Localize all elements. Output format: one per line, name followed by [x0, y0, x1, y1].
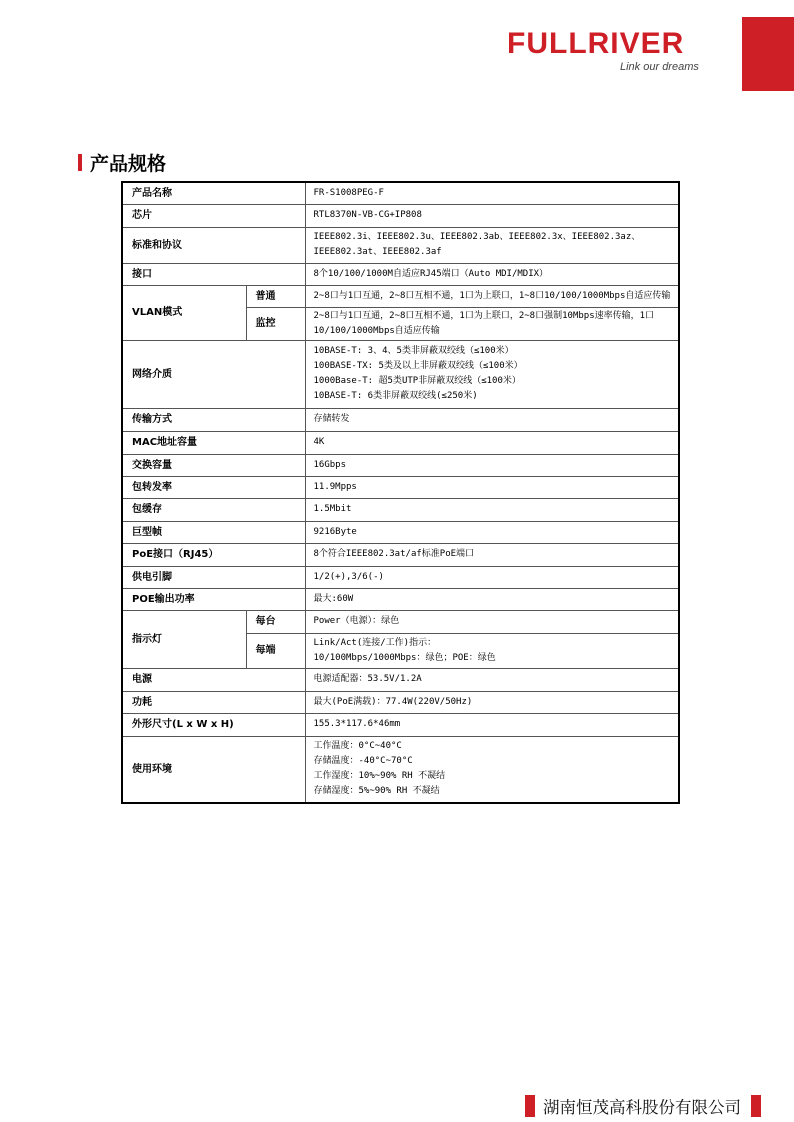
- indicator-line: Link/Act(连接/工作)指示：: [313, 637, 437, 648]
- row-value: 4K: [305, 431, 679, 454]
- row-label: 电源: [122, 668, 305, 691]
- table-row: [122, 543, 679, 566]
- table-row: [122, 736, 679, 803]
- table-row: [122, 668, 679, 691]
- sub-label: 每端: [246, 633, 305, 668]
- section-heading: [78, 151, 166, 173]
- row-label: 传输方式: [122, 408, 305, 431]
- row-value: FR-S1008PEG-F: [305, 182, 679, 204]
- media-line: 10BASE-T: 3、4、5类非屏蔽双绞线（≤100米）: [313, 346, 514, 356]
- env-line: 存储温度：-40°C~70°C: [313, 756, 413, 767]
- row-label: 供电引脚: [122, 566, 305, 588]
- row-value: 1/2(+),3/6(-): [305, 566, 679, 588]
- row-label: 交换容量: [122, 454, 305, 476]
- media-line: 1000Base-T: 超5类UTP非屏蔽双绞线（≤100米）: [313, 376, 521, 386]
- table-row: [122, 588, 679, 610]
- row-label: 接口: [122, 263, 305, 285]
- section-marker: [78, 154, 82, 171]
- row-value: [305, 340, 679, 408]
- row-label: 指示灯: [122, 610, 246, 668]
- indicator-line: 10/100Mbps/1000Mbps：绿色；POE：绿色: [313, 652, 496, 663]
- table-row: [122, 182, 679, 204]
- table-row: [122, 610, 679, 633]
- table-row: [122, 713, 679, 736]
- brand-logo: FULLRIVER: [507, 27, 685, 60]
- row-value: 8个10/100/1000M自适应RJ45端口（Auto MDI/MDIX）: [305, 263, 679, 285]
- table-row: [122, 227, 679, 263]
- env-line: 工作温度：0°C~40°C: [313, 741, 402, 752]
- row-value: 2~8口与1口互通，2~8口互相不通，1口为上联口，2~8口强制10Mbps速率传输，1口10/100/1000Mbps自适应传输: [305, 307, 679, 340]
- row-label: 包缓存: [122, 498, 305, 521]
- row-value: 最大(PoE满载)：77.4W(220V/50Hz): [305, 691, 679, 713]
- row-label: 巨型帧: [122, 521, 305, 543]
- row-label: POE输出功率: [122, 588, 305, 610]
- row-value: 2~8口与1口互通，2~8口互相不通，1口为上联口，1~8口10/100/1000Mbps自适应传输: [305, 285, 679, 307]
- row-value: 16Gbps: [305, 454, 679, 476]
- table-row: [122, 263, 679, 285]
- row-value: 9216Byte: [305, 521, 679, 543]
- footer-marker-right: [751, 1095, 761, 1117]
- row-label: MAC地址容量: [122, 431, 305, 454]
- row-value: RTL8370N-VB-CG+IP808: [305, 204, 679, 227]
- sub-label: 普通: [246, 285, 305, 307]
- env-line: 存储湿度：5%~90% RH 不凝结: [313, 786, 440, 797]
- row-value: Power（电源）：绿色: [305, 610, 679, 633]
- table-row: [122, 691, 679, 713]
- row-value: 8个符合IEEE802.3at/af标准PoE端口: [305, 543, 679, 566]
- table-row: [122, 454, 679, 476]
- spec-table: [121, 181, 680, 804]
- row-label: 标准和协议: [122, 227, 305, 263]
- company-name: 湖南恒茂高科股份有限公司: [543, 1098, 741, 1117]
- row-label: 网络介质: [122, 340, 305, 408]
- row-value: 155.3*117.6*46mm: [305, 713, 679, 736]
- table-row: [122, 204, 679, 227]
- row-label: 产品名称: [122, 182, 305, 204]
- media-line: 100BASE-TX: 5类及以上非屏蔽双绞线（≤100米）: [313, 361, 523, 371]
- row-value: 最大:60W: [305, 588, 679, 610]
- sub-label: 每台: [246, 610, 305, 633]
- row-value: [305, 633, 679, 668]
- row-value: [305, 736, 679, 803]
- row-value: 存储转发: [305, 408, 679, 431]
- row-label: 包转发率: [122, 476, 305, 498]
- row-value: 11.9Mpps: [305, 476, 679, 498]
- row-label: 功耗: [122, 691, 305, 713]
- table-row: [122, 521, 679, 543]
- table-row: [122, 566, 679, 588]
- row-label: PoE接口（RJ45）: [122, 543, 305, 566]
- row-label: 芯片: [122, 204, 305, 227]
- row-label: 外形尺寸(L x W x H): [122, 713, 305, 736]
- section-title: 产品规格: [90, 152, 167, 175]
- sub-label: 监控: [246, 307, 305, 340]
- brand-tagline: Link our dreams: [620, 61, 699, 73]
- footer: [525, 1094, 761, 1118]
- table-row: [122, 498, 679, 521]
- row-value: 电源适配器：53.5V/1.2A: [305, 668, 679, 691]
- logo-red-block: [742, 17, 794, 91]
- table-row: [122, 431, 679, 454]
- table-row: [122, 476, 679, 498]
- row-value: IEEE802.3i、IEEE802.3u、IEEE802.3ab、IEEE802.3x、IEEE802.3az、IEEE802.3at、IEEE802.3af: [305, 227, 679, 263]
- row-value: 1.5Mbit: [305, 498, 679, 521]
- row-label: 使用环境: [122, 736, 305, 803]
- table-row: [122, 340, 679, 408]
- table-row: [122, 408, 679, 431]
- footer-marker: [525, 1095, 535, 1117]
- table-row: [122, 285, 679, 307]
- env-line: 工作湿度：10%~90% RH 不凝结: [313, 771, 446, 782]
- row-label: VLAN模式: [122, 285, 246, 340]
- media-line: 10BASE-T: 6类非屏蔽双绞线(≤250米): [313, 391, 478, 401]
